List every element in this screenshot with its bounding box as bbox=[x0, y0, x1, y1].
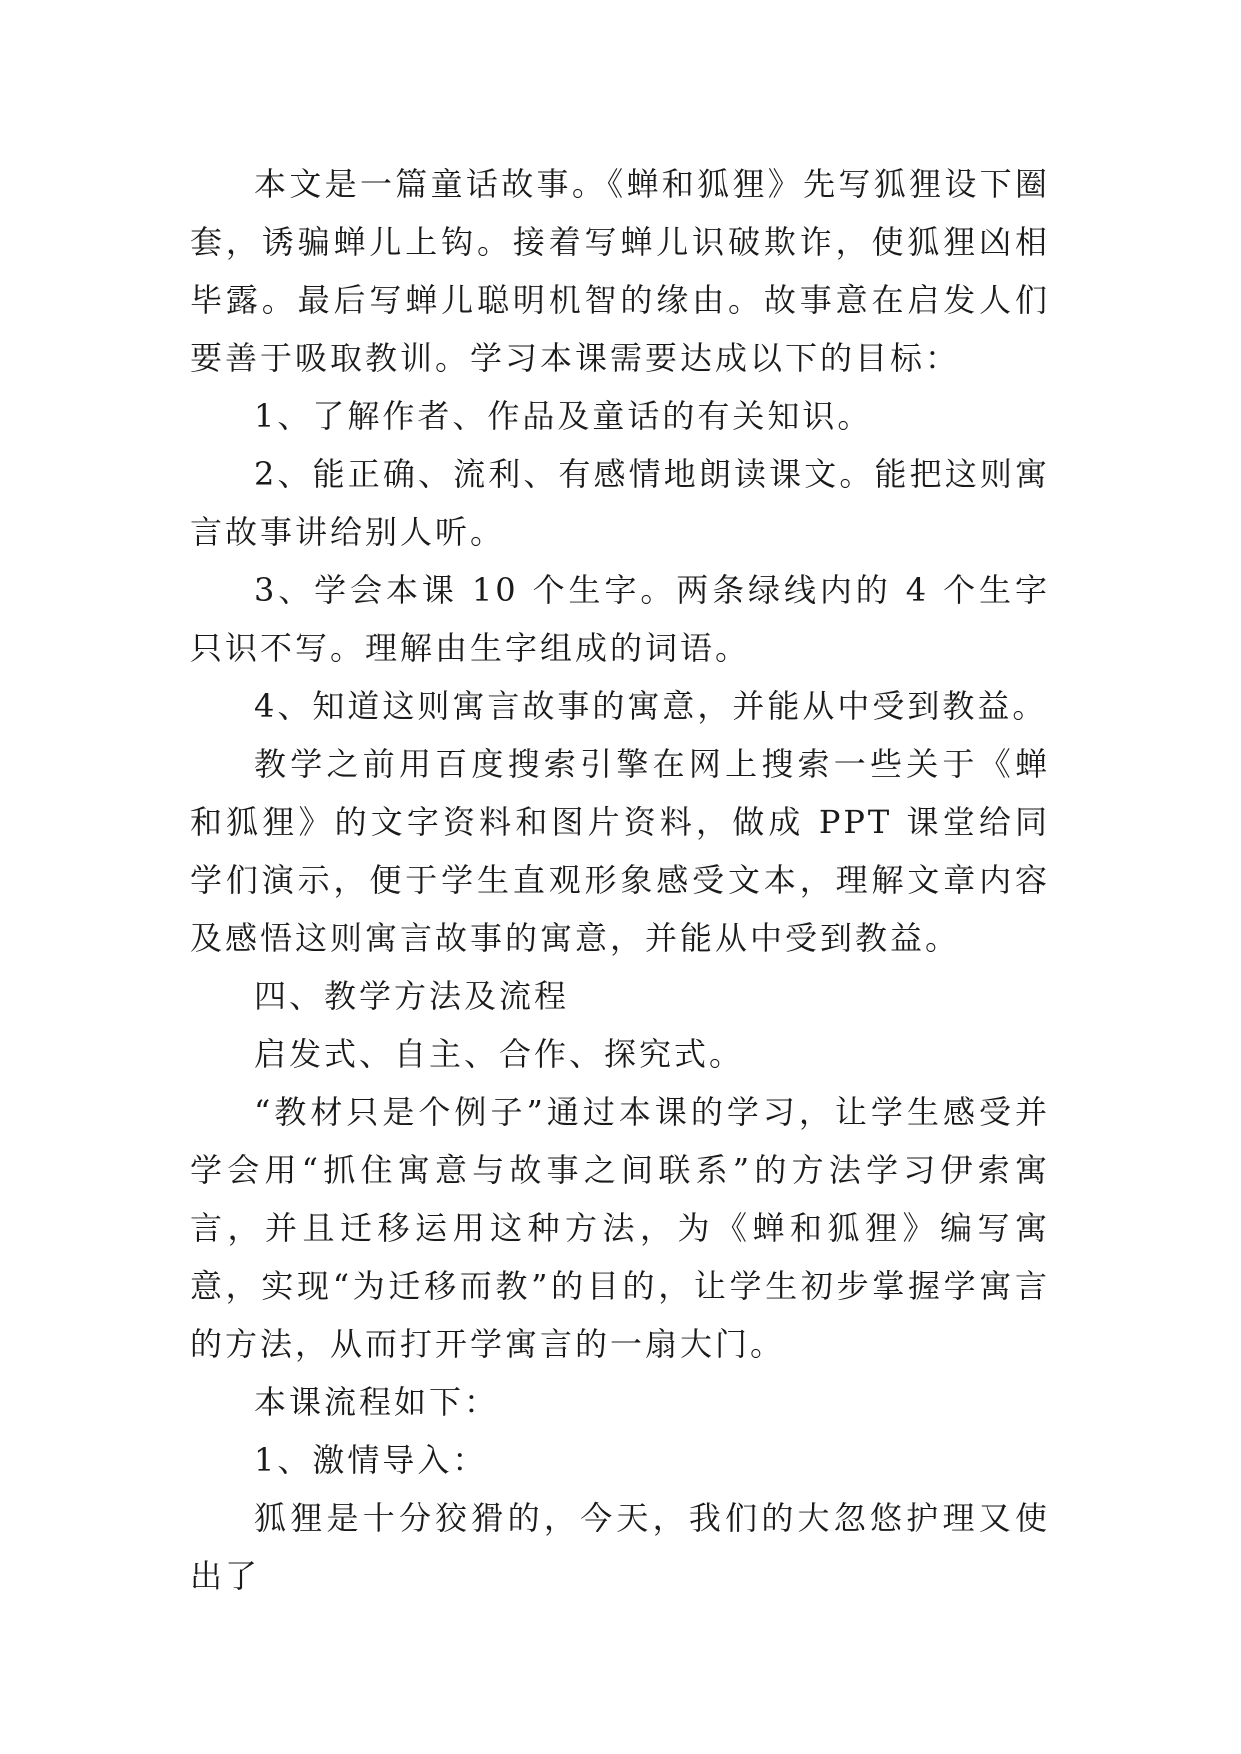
paragraph-preparation: 教学之前用百度搜索引擎在网上搜索一些关于《蝉和狐狸》的文字资料和图片资料，做成 PPT 课堂给同学们演示，便于学生直观形象感受文本，理解文章内容及感悟这则寓言故事的寓意，并能从中受到教益。 bbox=[190, 745, 1050, 957]
paragraph-flow-intro: 本课流程如下： bbox=[254, 1383, 500, 1421]
paragraph-goal-3: 3、学会本课 10 个生字。两条绿线内的 4 个生字只识不写。理解由生字组成的词语。 bbox=[190, 571, 1050, 667]
paragraph-rationale: “教材只是个例子”通过本课的学习，让学生感受并学会用“抓住寓意与故事之间联系”的方法学习伊索寓言，并且迁移运用这种方法，为《蝉和狐狸》编写寓意，实现“为迁移而教”的目的，让学生初步掌握学寓言的方法，从而打开学寓言的一扇大门。 bbox=[190, 1093, 1050, 1363]
paragraph-goal-4: 4、知道这则寓言故事的寓意，并能从中受到教益。 bbox=[254, 687, 1048, 725]
paragraph-methods: 启发式、自主、合作、探究式。 bbox=[254, 1035, 745, 1073]
paragraph-step-1-text: 狐狸是十分狡猾的，今天，我们的大忽悠护理又使出了 bbox=[190, 1499, 1050, 1595]
paragraph-step-1: 1、激情导入： bbox=[254, 1441, 488, 1479]
paragraph-goal-1: 1、了解作者、作品及童话的有关知识。 bbox=[254, 397, 873, 435]
paragraph-goal-2: 2、能正确、流利、有感情地朗读课文。能把这则寓言故事讲给别人听。 bbox=[190, 455, 1050, 551]
document-body bbox=[190, 155, 1050, 1605]
paragraph-intro: 本文是一篇童话故事。《蝉和狐狸》先写狐狸设下圈套，诱骗蝉儿上钩。接着写蝉儿识破欺诈，使狐狸凶相毕露。最后写蝉儿聪明机智的缘由。故事意在启发人们要善于吸取教训。学习本课需要达成以下的目标： bbox=[190, 165, 1050, 377]
section-heading-methods: 四、教学方法及流程 bbox=[254, 977, 570, 1015]
